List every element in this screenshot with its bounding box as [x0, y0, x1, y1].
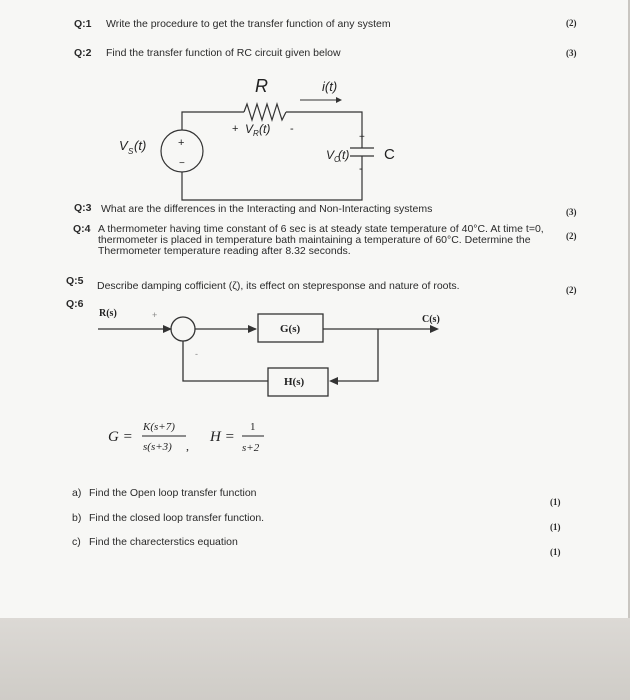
vc-minus: -	[359, 163, 363, 175]
q2-number: Q:2	[74, 47, 92, 59]
resistor-label: R	[255, 76, 268, 96]
h-lhs: H =	[210, 429, 235, 445]
vr-t: (t)	[259, 122, 271, 136]
subpart-a-text: Find the Open loop transfer function	[89, 487, 257, 499]
q5-text: Describe damping cofficient (ζ), its effect on stepresponse and nature of roots.	[97, 280, 460, 292]
vr-plus: +	[232, 123, 239, 135]
subpart-a-label: a)	[72, 487, 82, 499]
q3-marks: (3)	[566, 207, 577, 217]
current-label: i(t)	[322, 79, 338, 94]
vs-subscript: S	[128, 147, 134, 156]
q4-text: A thermometer having time constant of 6 sec is at steady state temperature of 40°C. At time t=0, thermometer is placed in temperature bath maintaining a temperature of 60°C. Determine the Thermometer temperature reading after 8.32 seconds.	[98, 223, 544, 257]
q4-number: Q:4	[73, 223, 91, 235]
q2-text: Find the transfer function of RC circuit given below	[106, 47, 341, 59]
h-denominator: s+2	[242, 442, 260, 454]
q3-text: What are the differences in the Interacting and Non-Interacting systems	[101, 203, 433, 215]
vc-t: (t)	[338, 148, 350, 162]
q5-marks: (2)	[566, 285, 577, 295]
vc-label: V	[326, 148, 335, 162]
g-numerator: K(s+7)	[143, 421, 175, 433]
q1-marks: (2)	[566, 18, 577, 28]
subpart-b-label: b)	[72, 512, 82, 524]
subpart-c-label: c)	[72, 536, 81, 548]
subpart-c-marks: (1)	[550, 547, 561, 557]
capacitor-label: C	[384, 146, 395, 163]
feedback-block-label: H(s)	[284, 376, 305, 388]
feedback-sign: -	[195, 349, 198, 359]
vs-plus: +	[178, 137, 185, 149]
g-denominator: s(s+3)	[143, 441, 172, 453]
subpart-b-text: Find the closed loop transfer function.	[89, 512, 265, 524]
vc-subscript: C	[334, 155, 340, 164]
forward-block-label: G(s)	[280, 323, 301, 335]
vs-minus: −	[179, 158, 185, 169]
q5-number: Q:5	[66, 275, 84, 287]
g-comma: ,	[186, 439, 189, 453]
input-sign: +	[152, 310, 158, 320]
q1-text: Write the procedure to get the transfer function of any system	[106, 18, 391, 30]
g-lhs: G =	[108, 429, 133, 445]
vr-subscript: R	[253, 129, 259, 138]
q2-marks: (3)	[566, 48, 577, 58]
vr-label: V	[245, 122, 254, 136]
vs-t: (t)	[134, 138, 147, 153]
h-numerator: 1	[250, 421, 256, 433]
q3-number: Q:3	[74, 202, 92, 214]
q6-number: Q:6	[66, 298, 84, 310]
q1-number: Q:1	[74, 18, 92, 30]
subpart-c-text: Find the charecterstics equation	[89, 536, 238, 548]
input-label: R(s)	[99, 308, 117, 319]
output-label: C(s)	[422, 314, 440, 325]
vr-minus: -	[290, 123, 294, 135]
q4-marks: (2)	[566, 231, 577, 241]
vs-label: V	[119, 138, 128, 153]
subpart-b-marks: (1)	[550, 522, 561, 532]
subpart-a-marks: (1)	[550, 497, 561, 507]
vc-plus: +	[359, 132, 365, 143]
